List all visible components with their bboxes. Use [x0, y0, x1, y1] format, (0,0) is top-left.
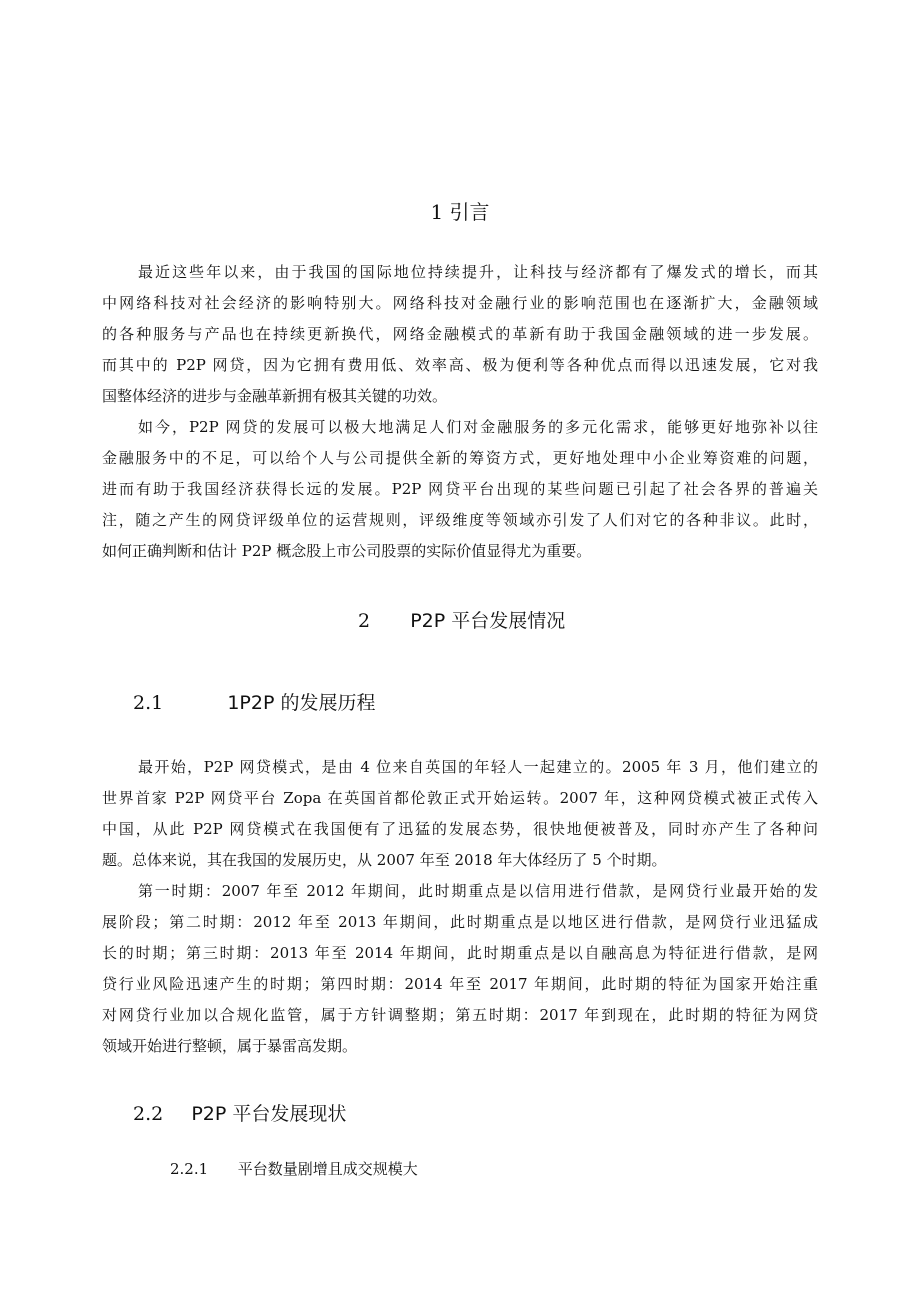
text-line: 展阶段；第二时期：2012 年至 2013 年期间，此时期重点是以地区进行借款，是网贷行业迅猛成: [102, 913, 818, 931]
text-line: 金融服务中的不足，可以给个人与公司提供全新的筹资方式，更好地处理中小企业筹资难的问题，: [102, 449, 818, 467]
section-number: 1: [430, 200, 444, 224]
text-line: 的各种服务与产品也在持续更新换代，网络金融模式的革新有助于我国金融领域的进一步发展。: [102, 325, 818, 343]
section-2-2-heading: [133, 1099, 346, 1126]
section-title: P2P 平台发展现状: [191, 1103, 347, 1125]
text-line: 进而有助于我国经济获得长远的发展。P2P 网贷平台出现的某些问题已引起了社会各界的普遍关: [102, 480, 818, 498]
section-title: P2P 平台发展情况: [410, 610, 566, 632]
text-line: 第一时期：2007 年至 2012 年期间，此时期重点是以信用进行借款，是网贷行业最开始的发: [138, 882, 818, 900]
section-1-heading: [0, 196, 920, 225]
text-line: 国整体经济的进步与金融革新拥有极其关键的功效。: [102, 387, 448, 405]
text-line: 最开始，P2P 网贷模式，是由 4 位来自英国的年轻人一起建立的。2005 年 3 月，他们建立的: [138, 758, 818, 776]
section-2-2-1-heading: [170, 1158, 418, 1179]
text-line: 对网贷行业加以合规化监管，属于方针调整期；第五时期：2017 年到现在，此时期的特征为网贷: [102, 1006, 818, 1024]
section-number: 2.2: [133, 1103, 164, 1125]
section-2-heading: [358, 606, 565, 633]
section-number: 2.2.1: [170, 1160, 209, 1178]
paragraph-intro-1: [102, 257, 818, 412]
paragraph-history-1: [102, 752, 818, 876]
text-line: 世界首家 P2P 网贷平台 Zopa 在英国首都伦敦正式开始运转。2007 年，这种网贷模式被正式传入: [102, 789, 818, 807]
text-line: 而其中的 P2P 网贷，因为它拥有费用低、效率高、极为便利等各种优点而得以迅速发展，它对我: [102, 356, 818, 374]
section-number: 2: [358, 610, 371, 632]
paragraph-history-2: [102, 876, 818, 1062]
text-line: 长的时期；第三时期：2013 年至 2014 年期间，此时期重点是以自融高息为特征进行借款，是网: [102, 944, 818, 962]
paragraph-intro-2: [102, 412, 818, 567]
section-number: 2.1: [133, 692, 164, 714]
section-title: 引言: [449, 200, 490, 224]
section-title: 1P2P 的发展历程: [227, 692, 376, 714]
text-line: 中国，从此 P2P 网贷模式在我国便有了迅猛的发展态势，很快地便被普及，同时亦产生了各种问: [102, 820, 818, 838]
text-line: 最近这些年以来，由于我国的国际地位持续提升，让科技与经济都有了爆发式的增长，而其: [138, 263, 818, 281]
text-line: 领域开始进行整顿，属于暴雷高发期。: [102, 1037, 358, 1055]
section-2-1-heading: [133, 688, 375, 715]
text-line: 中网络科技对社会经济的影响特别大。网络科技对金融行业的影响范围也在逐渐扩大，金融领域: [102, 294, 818, 312]
text-line: 题。总体来说，其在我国的发展历史，从 2007 年至 2018 年大体经历了 5 个时期。: [102, 851, 667, 869]
text-line: 注，随之产生的网贷评级单位的运营规则，评级维度等领域亦引发了人们对它的各种非议。此时，: [102, 511, 818, 529]
text-line: 贷行业风险迅速产生的时期；第四时期：2014 年至 2017 年期间，此时期的特征为国家开始注重: [102, 975, 818, 993]
section-title: 平台数量剧增且成交规模大: [237, 1160, 418, 1178]
text-line: 如今，P2P 网贷的发展可以极大地满足人们对金融服务的多元化需求，能够更好地弥补以往: [138, 418, 818, 436]
text-line: 如何正确判断和估计 P2P 概念股上市公司股票的实际价值显得尤为重要。: [102, 542, 592, 560]
